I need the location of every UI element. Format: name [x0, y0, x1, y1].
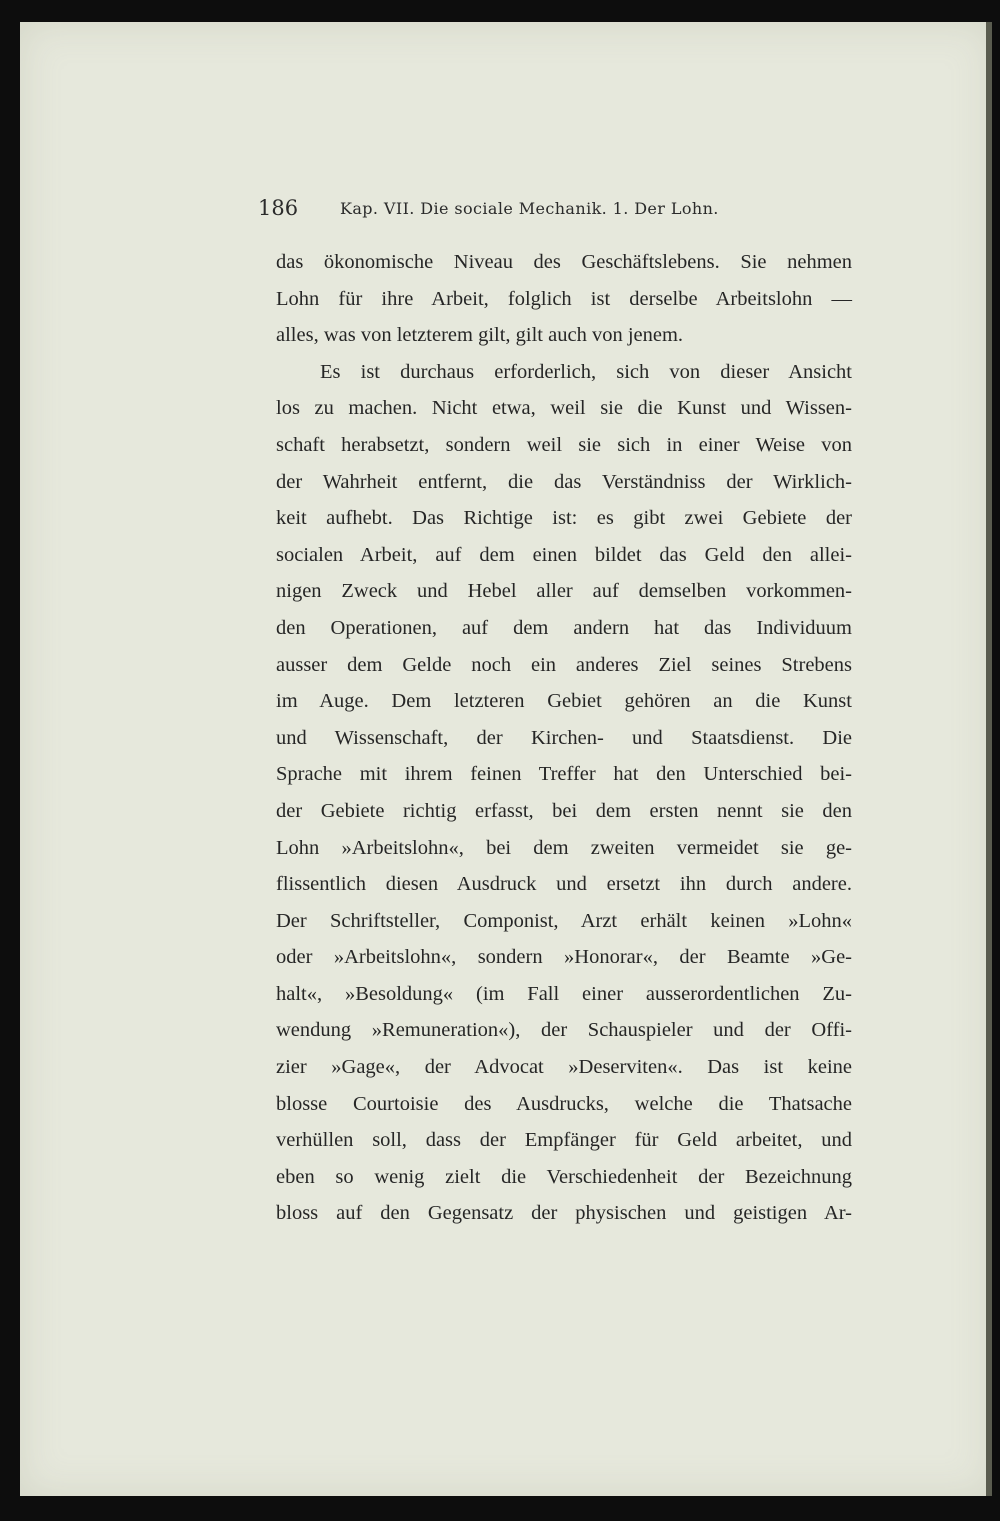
page-edge-shadow [986, 22, 992, 1496]
text-line: nigen Zweck und Hebel aller auf demselben vorkommen- [276, 580, 852, 603]
text-line: den Operationen, auf dem andern hat das Individuum [276, 616, 852, 639]
text-line: socialen Arbeit, auf dem einen bildet das Geld den allei- [276, 543, 852, 566]
text-line: ausser dem Gelde noch ein anderes Ziel seines Strebens [276, 653, 852, 676]
text-line: Es ist durchaus erforderlich, sich von dieser Ansicht [320, 360, 852, 383]
text-line: zier »Gage«, der Advocat »Deserviten«. Das ist keine [276, 1056, 852, 1079]
text-line: Lohn »Arbeitslohn«, bei dem zweiten vermeidet sie ge- [276, 836, 852, 859]
text-line: im Auge. Dem letzteren Gebiet gehören an die Kunst [276, 690, 852, 713]
text-line: oder »Arbeitslohn«, sondern »Honorar«, der Beamte »Ge- [276, 946, 852, 969]
text-line: Sprache mit ihrem feinen Treffer hat den Unterschied bei- [276, 763, 852, 786]
text-line: und Wissenschaft, der Kirchen- und Staatsdienst. Die [276, 726, 852, 749]
page-number: 186 [258, 196, 299, 220]
text-line: Lohn für ihre Arbeit, folglich ist derselbe Arbeitslohn — [276, 287, 852, 310]
text-line: verhüllen soll, dass der Empfänger für Geld arbeitet, und [276, 1129, 852, 1152]
text-line: das ökonomische Niveau des Geschäftslebens. Sie nehmen [276, 251, 852, 273]
text-line: blosse Courtoisie des Ausdrucks, welche die Thatsache [276, 1092, 852, 1115]
text-line: Der Schriftsteller, Componist, Arzt erhält keinen »Lohn« [276, 909, 852, 932]
text-line: schaft herabsetzt, sondern weil sie sich in einer Weise von [276, 433, 852, 456]
text-line: alles, was von letzterem gilt, gilt auch von jenem. [276, 324, 684, 347]
text-line: der Gebiete richtig erfasst, bei dem ersten nennt sie den [276, 799, 852, 822]
text-line: der Wahrheit entfernt, die das Verständniss der Wirklich- [276, 470, 852, 493]
body-text [276, 244, 852, 1232]
text-line: keit aufhebt. Das Richtige ist: es gibt zwei Gebiete der [276, 507, 852, 530]
text-line: los zu machen. Nicht etwa, weil sie die Kunst und Wissen- [276, 397, 852, 420]
running-head: Kap. VII. Die sociale Mechanik. 1. Der Lohn. [340, 199, 719, 218]
text-line: flissentlich diesen Ausdruck und ersetzt ihn durch andere. [276, 873, 852, 896]
text-line: halt«, »Besoldung« (im Fall einer ausserordentlichen Zu- [276, 982, 852, 1005]
text-line: bloss auf den Gegensatz der physischen und geistigen Ar- [276, 1202, 852, 1225]
text-line: eben so wenig zielt die Verschiedenheit der Bezeichnung [276, 1165, 852, 1188]
text-line: wendung »Remuneration«), der Schauspieler und der Offi- [276, 1019, 852, 1042]
